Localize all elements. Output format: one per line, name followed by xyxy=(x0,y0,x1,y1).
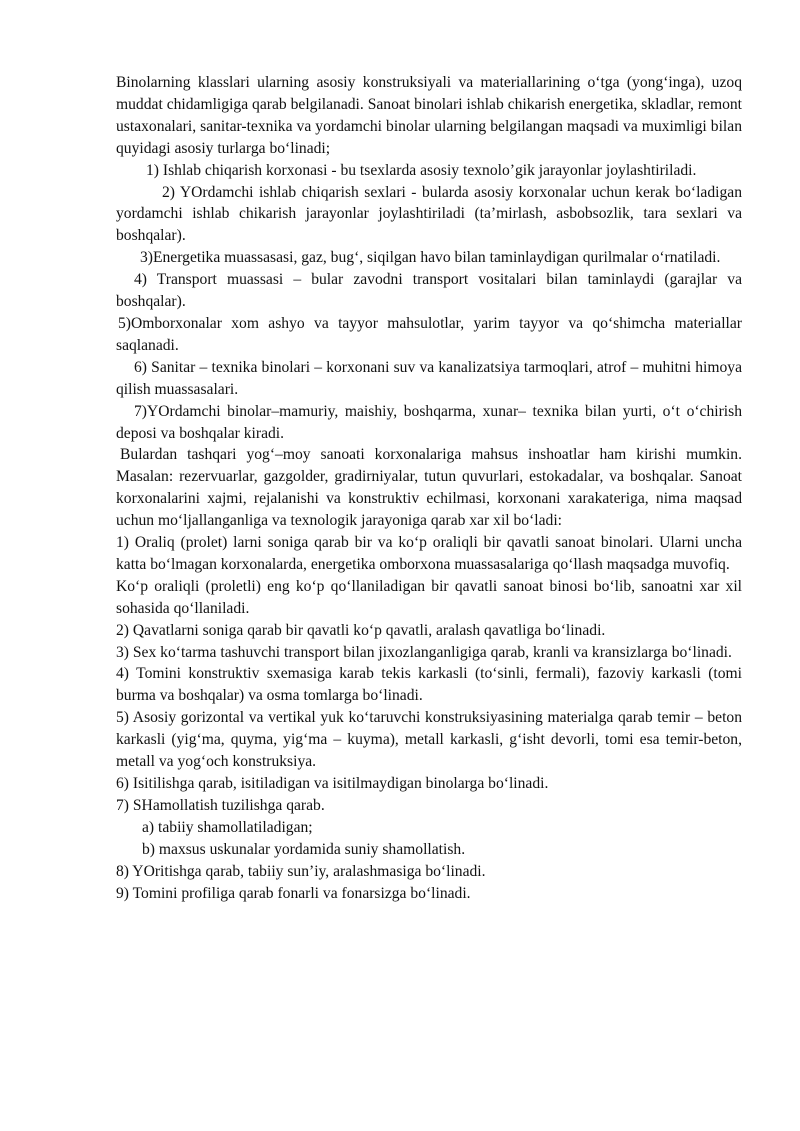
paragraph-multi-span: Ko‘p oraliqli (proletli) eng ko‘p qo‘llaniladigan bir qavatli sanoat binosi bo‘lib, sanoatni xar xil sohasida qo‘llaniladi. xyxy=(116,577,742,617)
classification-item-7-ventilation: 7) SHamollatish tuzilishga qarab. xyxy=(116,796,325,814)
ventilation-subitem-a: a) tabiiy shamollatiladigan; xyxy=(142,818,313,836)
classification-item-2-floors: 2) Qavatlarni soniga qarab bir qavatli ko‘p qavatli, aralash qavatliga bo‘linadi. xyxy=(116,621,606,639)
ventilation-subitem-b: b) maxsus uskunalar yordamida suniy shamollatish. xyxy=(142,840,466,858)
classification-item-8-lighting: 8) YOritishga qarab, tabiiy sun’iy, aralashmasiga bo‘linadi. xyxy=(116,862,486,880)
list-item-2-auxiliary-workshops: 2) YOrdamchi ishlab chiqarish sexlari - bularda asosiy korxonalar uchun kerak bo‘ladigan yordamchi ishlab chikarish jarayonlar joylashtiriladi (ta’mirlash, asbobsozlik, tara sexlari va boshqalar). xyxy=(116,183,742,245)
classification-item-3-cranes: 3) Sex ko‘tarma tashuvchi transport bilan jixozlanganligiga qarab, kranli va kransizlarga bo‘linadi. xyxy=(116,643,732,661)
list-item-1-production: 1) Ishlab chiqarish korxonasi - bu tsexlarda asosiy texnolo’gik jarayonlar joylashtiriladi. xyxy=(146,161,697,179)
list-item-3-energy: 3)Energetika muassasasi, gaz, bug‘, siqilgan havo bilan taminlaydigan qurilmalar o‘rnatiladi. xyxy=(140,249,721,267)
classification-item-4-roof-scheme: 4) Tomini konstruktiv sxemasiga karab tekis karkasli (to‘sinli, fermali), fazoviy karkasli (tomi burma va boshqalar) va osma tomlarga bo‘linadi. xyxy=(116,665,742,705)
classification-item-1-spans: 1) Oraliq (prolet) larni soniga qarab bir va ko‘p oraliqli bir qavatli sanoat binolari. Ularni uncha katta bo‘lmagan korxonalarda, energetika omborxona muassasalariga qo‘llash maqsadga muvofiq. xyxy=(116,534,742,573)
paragraph-intro: Binolarning klasslari ularning asosiy konstruksiyali va materiallarining o‘tga (yong‘inga), uzoq muddat chidamligiga qarab belgilanadi. Sanoat binolari ishlab chikarish energetika, skladlar, remont ustaxonalari, sanitar-texnika va yordamchi binolar ularning belgilangan maqsadi va muximligi bilan quyidagi asosiy turlarga bo‘linadi; xyxy=(116,74,742,157)
classification-item-9-roof-profile: 9) Tomini profiliga qarab fonarli va fonarsizga bo‘linadi. xyxy=(116,884,471,902)
paragraph-additional-structures: Bulardan tashqari yog‘–moy sanoati korxonalariga mahsus inshoatlar ham kirishi mumkin. Masalan: rezervuarlar, gazgolder, gradirniyalar, tutun quvurlari, estokadalar, va boshqalar. Sanoat korxonalarini xajmi, rejalanishi va konstruktiv echilmasi, korxonani xarakateriga, nima maqsad uchun mo‘ljallanganliga va texnologik jarayoniga qarab xar xil bo‘ladi: xyxy=(116,446,742,530)
list-item-7-auxiliary-buildings: 7)YOrdamchi binolar–mamuriy, maishiy, boshqarma, xunar– texnika bilan yurti, o‘t o‘chirish deposi va boshqalar kiradi. xyxy=(116,402,742,442)
list-item-4-transport: 4) Transport muassasi – bular zavodni transport vositalari bilan taminlaydi (garajlar va boshqalar). xyxy=(116,271,742,311)
classification-item-6-heating: 6) Isitilishga qarab, isitiladigan va isitilmaydigan binolarga bo‘linadi. xyxy=(116,775,549,792)
list-item-5-warehouses: 5)Omborxonalar xom ashyo va tayyor mahsulotlar, yarim tayyor va qo‘shimcha materiallar saqlanadi. xyxy=(116,314,742,354)
document-page xyxy=(116,72,742,904)
classification-item-5-material: 5) Asosiy gorizontal va vertikal yuk ko‘taruvchi konstruksiyasining materialga qarab temir – beton karkasli (yig‘ma, quyma, yig‘ma – kuyma), metall karkasli, g‘isht devorli, tomi esa temir-beton, metall va yog‘och konstruksiya. xyxy=(116,709,742,771)
list-item-6-sanitary: 6) Sanitar – texnika binolari – korxonani suv va kanalizatsiya tarmoqlari, atrof – muhitni himoya qilish muassasalari. xyxy=(116,358,742,398)
